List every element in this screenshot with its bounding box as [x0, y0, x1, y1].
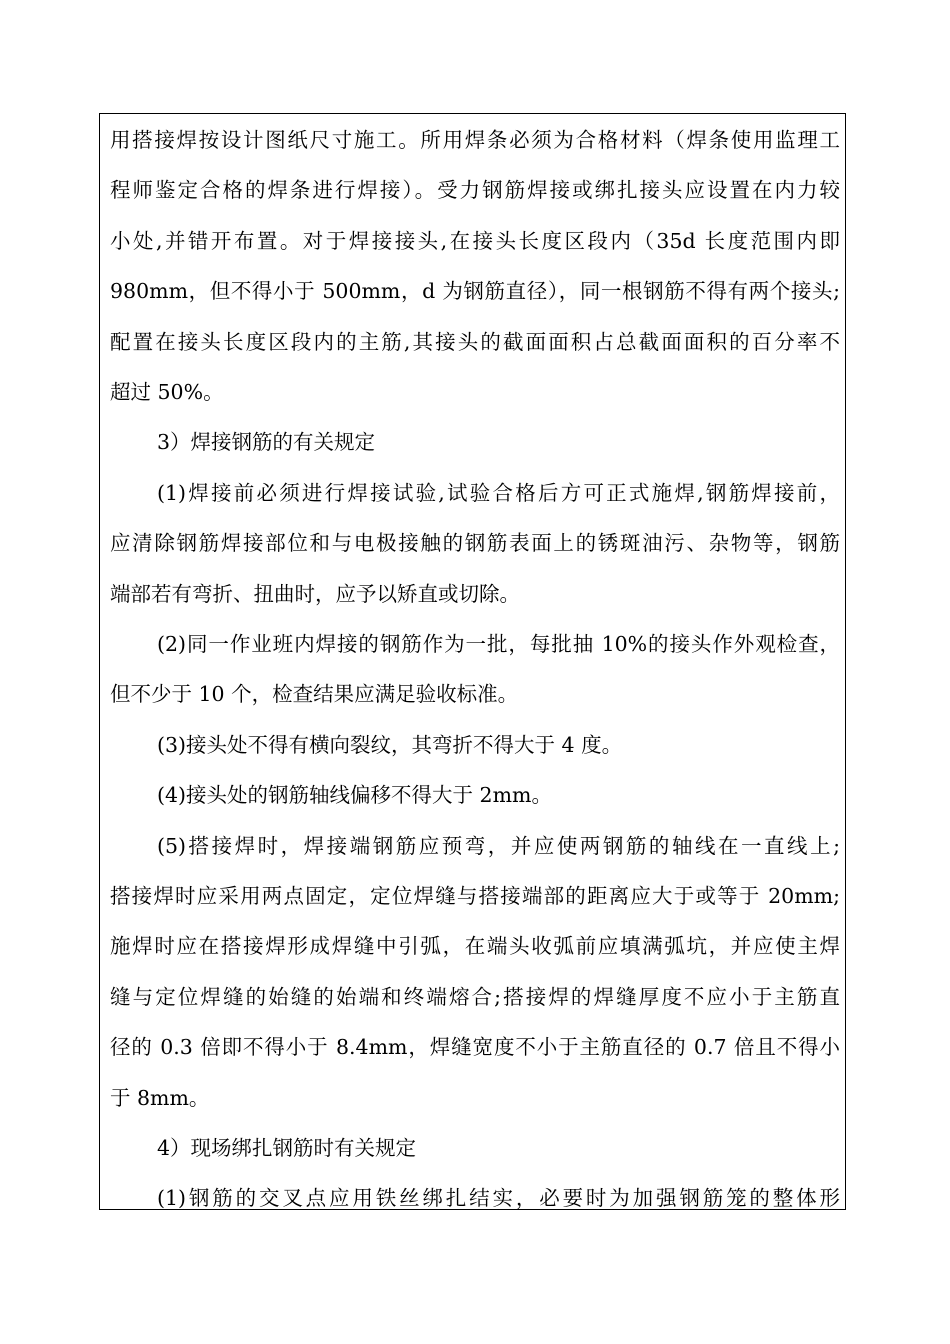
section-heading: 3）焊接钢筋的有关规定 [157, 430, 376, 454]
text-line: (1)焊接前必须进行焊接试验,试验合格后方可正式施焊,钢筋焊接前， [157, 481, 840, 505]
text-line: 于 8mm。 [110, 1086, 210, 1110]
text-line: 小处,并错开布置。对于焊接接头,在接头长度区段内（35d 长度范围内即 [110, 229, 840, 253]
text-line: (2)同一作业班内焊接的钢筋作为一批，每批抽 10%的接头作外观检查， [157, 632, 840, 656]
text-line: 980mm，但不得小于 500mm，d 为钢筋直径），同一根钢筋不得有两个接头; [110, 279, 840, 303]
text-line: 端部若有弯折、扭曲时，应予以矫直或切除。 [110, 582, 520, 606]
text-line: 程师鉴定合格的焊条进行焊接）。受力钢筋焊接或绑扎接头应设置在内力较 [110, 178, 840, 202]
text-line: 但不少于 10 个，检查结果应满足验收标准。 [110, 682, 519, 706]
text-line: 超过 50%。 [110, 380, 224, 404]
text-line: (4)接头处的钢筋轴线偏移不得大于 2mm。 [157, 783, 552, 807]
text-line: (3)接头处不得有横向裂纹，其弯折不得大于 4 度。 [157, 733, 623, 757]
text-line: 应清除钢筋焊接部位和与电极接触的钢筋表面上的锈斑油污、杂物等，钢筋 [110, 531, 840, 555]
text-line: 用搭接焊按设计图纸尺寸施工。所用焊条必须为合格材料（焊条使用监理工 [110, 128, 840, 152]
text-line: 径的 0.3 倍即不得小于 8.4mm，焊缝宽度不小于主筋直径的 0.7 倍且不得小 [110, 1035, 840, 1059]
text-line: (5)搭接焊时，焊接端钢筋应预弯，并应使两钢筋的轴线在一直线上; [157, 834, 840, 858]
text-line: 缝与定位焊缝的始缝的始端和终端熔合;搭接焊的焊缝厚度不应小于主筋直 [110, 985, 840, 1009]
section-heading: 4）现场绑扎钢筋时有关规定 [157, 1136, 417, 1160]
text-line: 搭接焊时应采用两点固定，定位焊缝与搭接端部的距离应大于或等于 20mm; [110, 884, 840, 908]
text-line: 配置在接头长度区段内的主筋,其接头的截面面积占总截面面积的百分率不 [110, 330, 840, 354]
text-line: 施焊时应在搭接焊形成焊缝中引弧，在端头收弧前应填满弧坑，并应使主焊 [110, 934, 840, 958]
text-line: (1)钢筋的交叉点应用铁丝绑扎结实，必要时为加强钢筋笼的整体形 [157, 1186, 840, 1210]
